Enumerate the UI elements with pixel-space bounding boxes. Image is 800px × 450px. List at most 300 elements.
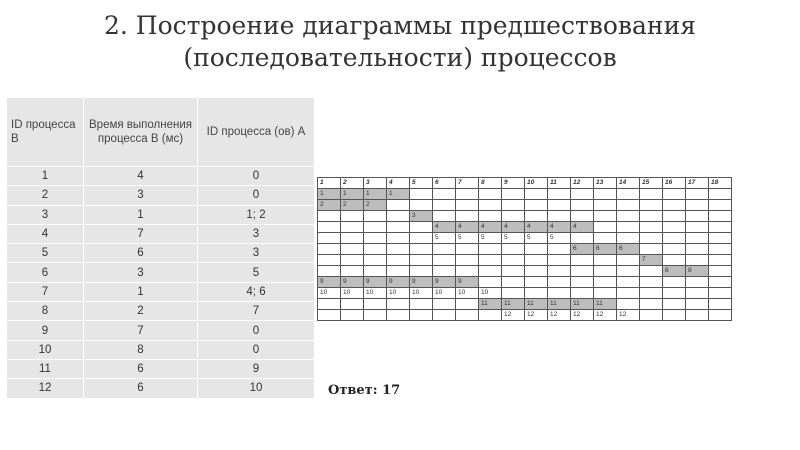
process-slot: 8 xyxy=(686,266,709,277)
empty-slot xyxy=(709,233,732,244)
empty-slot xyxy=(686,288,709,299)
empty-slot xyxy=(686,211,709,222)
empty-slot xyxy=(364,222,387,233)
process-slot: 4 xyxy=(548,222,571,233)
process-slot: 5 xyxy=(456,233,479,244)
empty-slot xyxy=(548,244,571,255)
process-timeline-row xyxy=(318,255,732,266)
empty-slot xyxy=(640,233,663,244)
header-execution-time: Время выполнения процесса B (мс) xyxy=(84,98,198,167)
empty-slot xyxy=(387,222,410,233)
empty-slot xyxy=(548,211,571,222)
empty-slot xyxy=(617,277,640,288)
table-row xyxy=(7,244,315,263)
empty-slot xyxy=(663,244,686,255)
cell-process-b-id: 1 xyxy=(7,167,84,186)
empty-slot xyxy=(525,288,548,299)
empty-slot xyxy=(318,233,341,244)
cell-process-b-id: 5 xyxy=(7,244,84,263)
process-table xyxy=(7,98,315,398)
empty-slot xyxy=(617,211,640,222)
empty-slot xyxy=(571,233,594,244)
empty-slot xyxy=(548,189,571,200)
table-row xyxy=(7,302,315,321)
empty-slot xyxy=(548,277,571,288)
empty-slot xyxy=(456,200,479,211)
empty-slot xyxy=(318,244,341,255)
empty-slot xyxy=(640,288,663,299)
empty-slot xyxy=(433,200,456,211)
process-slot: 1 xyxy=(387,189,410,200)
empty-slot xyxy=(709,222,732,233)
process-slot: 7 xyxy=(640,255,663,266)
cell-execution-time: 3 xyxy=(84,263,198,282)
empty-slot xyxy=(709,255,732,266)
empty-slot xyxy=(617,255,640,266)
empty-slot xyxy=(663,255,686,266)
process-slot: 11 xyxy=(479,299,502,310)
empty-slot xyxy=(709,244,732,255)
empty-slot xyxy=(341,255,364,266)
empty-slot xyxy=(548,200,571,211)
cell-process-a-ids: 7 xyxy=(198,302,315,321)
process-slot: 2 xyxy=(341,200,364,211)
process-slot: 4 xyxy=(456,222,479,233)
empty-slot xyxy=(686,189,709,200)
empty-slot xyxy=(640,266,663,277)
cell-process-b-id: 7 xyxy=(7,282,84,301)
empty-slot xyxy=(387,244,410,255)
empty-slot xyxy=(387,211,410,222)
empty-slot xyxy=(364,233,387,244)
time-slot-label: 16 xyxy=(663,178,686,189)
process-slot: 10 xyxy=(364,288,387,299)
time-slot-label: 4 xyxy=(387,178,410,189)
cell-process-b-id: 3 xyxy=(7,205,84,224)
empty-slot xyxy=(479,211,502,222)
empty-slot xyxy=(594,211,617,222)
process-slot: 4 xyxy=(525,222,548,233)
empty-slot xyxy=(663,310,686,321)
empty-slot xyxy=(617,189,640,200)
time-slot-label: 3 xyxy=(364,178,387,189)
cell-process-a-ids: 5 xyxy=(198,263,315,282)
time-slot-label: 1 xyxy=(318,178,341,189)
cell-process-b-id: 4 xyxy=(7,224,84,243)
cell-execution-time: 2 xyxy=(84,302,198,321)
empty-slot xyxy=(387,233,410,244)
empty-slot xyxy=(548,288,571,299)
empty-slot xyxy=(663,299,686,310)
time-slot-label: 14 xyxy=(617,178,640,189)
time-slot-label: 9 xyxy=(502,178,525,189)
time-slot-label: 13 xyxy=(594,178,617,189)
process-table-body xyxy=(7,167,315,398)
empty-slot xyxy=(709,189,732,200)
empty-slot xyxy=(479,255,502,266)
empty-slot xyxy=(456,255,479,266)
empty-slot xyxy=(686,222,709,233)
empty-slot xyxy=(341,310,364,321)
process-slot: 9 xyxy=(433,277,456,288)
empty-slot xyxy=(502,189,525,200)
table-row xyxy=(7,186,315,205)
empty-slot xyxy=(364,266,387,277)
empty-slot xyxy=(318,310,341,321)
empty-slot xyxy=(594,222,617,233)
empty-slot xyxy=(433,189,456,200)
empty-slot xyxy=(341,222,364,233)
empty-slot xyxy=(502,211,525,222)
empty-slot xyxy=(686,200,709,211)
empty-slot xyxy=(686,299,709,310)
process-slot: 9 xyxy=(318,277,341,288)
process-slot: 9 xyxy=(364,277,387,288)
cell-process-b-id: 2 xyxy=(7,186,84,205)
process-timeline-row xyxy=(318,288,732,299)
process-slot: 1 xyxy=(318,189,341,200)
process-slot: 11 xyxy=(594,299,617,310)
empty-slot xyxy=(663,288,686,299)
empty-slot xyxy=(433,299,456,310)
empty-slot xyxy=(341,233,364,244)
process-slot: 5 xyxy=(433,233,456,244)
cell-process-b-id: 6 xyxy=(7,263,84,282)
empty-slot xyxy=(479,200,502,211)
cell-process-b-id: 9 xyxy=(7,321,84,340)
precedence-diagram-body xyxy=(318,178,732,321)
empty-slot xyxy=(479,244,502,255)
process-timeline-row xyxy=(318,244,732,255)
process-slot: 4 xyxy=(502,222,525,233)
empty-slot xyxy=(571,211,594,222)
process-slot: 10 xyxy=(433,288,456,299)
header-process-b-id: ID процесса B xyxy=(7,98,84,167)
empty-slot xyxy=(479,266,502,277)
time-slot-label: 11 xyxy=(548,178,571,189)
empty-slot xyxy=(364,211,387,222)
empty-slot xyxy=(709,310,732,321)
process-timeline-row xyxy=(318,211,732,222)
cell-process-a-ids: 3 xyxy=(198,244,315,263)
page-title-line-2: (последовательности) процессов xyxy=(183,43,617,72)
process-slot: 10 xyxy=(479,288,502,299)
empty-slot xyxy=(617,299,640,310)
process-slot: 3 xyxy=(410,211,433,222)
empty-slot xyxy=(686,244,709,255)
process-slot: 9 xyxy=(387,277,410,288)
empty-slot xyxy=(571,288,594,299)
time-axis-row xyxy=(318,178,732,189)
empty-slot xyxy=(525,266,548,277)
empty-slot xyxy=(525,244,548,255)
cell-process-a-ids: 0 xyxy=(198,186,315,205)
empty-slot xyxy=(410,266,433,277)
empty-slot xyxy=(479,277,502,288)
process-slot: 12 xyxy=(594,310,617,321)
empty-slot xyxy=(318,266,341,277)
empty-slot xyxy=(709,200,732,211)
cell-execution-time: 8 xyxy=(84,340,198,359)
empty-slot xyxy=(318,299,341,310)
empty-slot xyxy=(617,200,640,211)
empty-slot xyxy=(571,266,594,277)
empty-slot xyxy=(640,299,663,310)
empty-slot xyxy=(663,277,686,288)
cell-execution-time: 6 xyxy=(84,359,198,378)
process-slot: 10 xyxy=(318,288,341,299)
cell-process-b-id: 12 xyxy=(7,379,84,398)
empty-slot xyxy=(410,310,433,321)
empty-slot xyxy=(640,277,663,288)
empty-slot xyxy=(709,266,732,277)
process-slot: 5 xyxy=(502,233,525,244)
empty-slot xyxy=(387,255,410,266)
empty-slot xyxy=(709,299,732,310)
process-timeline-row xyxy=(318,310,732,321)
process-timeline-row xyxy=(318,222,732,233)
empty-slot xyxy=(617,266,640,277)
cell-process-a-ids: 4; 6 xyxy=(198,282,315,301)
table-row xyxy=(7,167,315,186)
cell-execution-time: 6 xyxy=(84,244,198,263)
empty-slot xyxy=(686,277,709,288)
process-slot: 9 xyxy=(341,277,364,288)
empty-slot xyxy=(410,255,433,266)
empty-slot xyxy=(571,277,594,288)
process-slot: 11 xyxy=(502,299,525,310)
cell-process-a-ids: 1; 2 xyxy=(198,205,315,224)
table-row xyxy=(7,282,315,301)
empty-slot xyxy=(410,299,433,310)
empty-slot xyxy=(640,310,663,321)
empty-slot xyxy=(364,310,387,321)
empty-slot xyxy=(456,310,479,321)
table-row xyxy=(7,379,315,398)
table-row xyxy=(7,224,315,243)
process-slot: 11 xyxy=(548,299,571,310)
cell-execution-time: 4 xyxy=(84,167,198,186)
cell-process-a-ids: 0 xyxy=(198,321,315,340)
time-slot-label: 8 xyxy=(479,178,502,189)
empty-slot xyxy=(571,200,594,211)
cell-execution-time: 7 xyxy=(84,321,198,340)
empty-slot xyxy=(341,266,364,277)
empty-slot xyxy=(318,255,341,266)
empty-slot xyxy=(594,200,617,211)
process-slot: 10 xyxy=(410,288,433,299)
empty-slot xyxy=(663,189,686,200)
page-title-line-1: 2. Построение диаграммы предшествования xyxy=(103,11,697,40)
empty-slot xyxy=(502,200,525,211)
process-slot: 4 xyxy=(571,222,594,233)
cell-process-a-ids: 0 xyxy=(198,167,315,186)
empty-slot xyxy=(594,255,617,266)
answer-text: Ответ: 17 xyxy=(328,383,401,398)
time-slot-label: 5 xyxy=(410,178,433,189)
empty-slot xyxy=(640,211,663,222)
empty-slot xyxy=(364,255,387,266)
process-timeline-row xyxy=(318,277,732,288)
empty-slot xyxy=(456,266,479,277)
cell-process-b-id: 10 xyxy=(7,340,84,359)
process-slot: 5 xyxy=(548,233,571,244)
time-slot-label: 10 xyxy=(525,178,548,189)
process-slot: 10 xyxy=(341,288,364,299)
process-slot: 6 xyxy=(571,244,594,255)
process-slot: 11 xyxy=(525,299,548,310)
empty-slot xyxy=(617,233,640,244)
empty-slot xyxy=(594,266,617,277)
empty-slot xyxy=(456,299,479,310)
empty-slot xyxy=(594,189,617,200)
cell-process-a-ids: 10 xyxy=(198,379,315,398)
empty-slot xyxy=(663,211,686,222)
empty-slot xyxy=(617,288,640,299)
empty-slot xyxy=(456,189,479,200)
cell-execution-time: 7 xyxy=(84,224,198,243)
empty-slot xyxy=(410,244,433,255)
process-slot: 12 xyxy=(502,310,525,321)
process-slot: 6 xyxy=(617,244,640,255)
empty-slot xyxy=(387,310,410,321)
empty-slot xyxy=(364,244,387,255)
empty-slot xyxy=(502,266,525,277)
empty-slot xyxy=(433,244,456,255)
empty-slot xyxy=(433,255,456,266)
process-slot: 5 xyxy=(525,233,548,244)
empty-slot xyxy=(479,189,502,200)
empty-slot xyxy=(663,233,686,244)
process-timeline-row xyxy=(318,299,732,310)
process-slot: 2 xyxy=(364,200,387,211)
time-slot-label: 6 xyxy=(433,178,456,189)
empty-slot xyxy=(709,288,732,299)
empty-slot xyxy=(709,211,732,222)
process-slot: 12 xyxy=(525,310,548,321)
empty-slot xyxy=(686,233,709,244)
cell-process-a-ids: 0 xyxy=(198,340,315,359)
empty-slot xyxy=(525,211,548,222)
empty-slot xyxy=(341,244,364,255)
cell-execution-time: 3 xyxy=(84,186,198,205)
process-slot: 12 xyxy=(617,310,640,321)
time-slot-label: 7 xyxy=(456,178,479,189)
process-slot: 1 xyxy=(364,189,387,200)
empty-slot xyxy=(525,255,548,266)
process-slot: 6 xyxy=(594,244,617,255)
empty-slot xyxy=(387,266,410,277)
empty-slot xyxy=(686,310,709,321)
process-slot: 12 xyxy=(571,310,594,321)
process-slot: 10 xyxy=(456,288,479,299)
time-slot-label: 18 xyxy=(709,178,732,189)
empty-slot xyxy=(341,211,364,222)
process-slot: 1 xyxy=(341,189,364,200)
cell-process-b-id: 8 xyxy=(7,302,84,321)
table-row xyxy=(7,205,315,224)
empty-slot xyxy=(502,277,525,288)
cell-process-b-id: 11 xyxy=(7,359,84,378)
empty-slot xyxy=(433,310,456,321)
process-slot: 9 xyxy=(410,277,433,288)
empty-slot xyxy=(640,222,663,233)
empty-slot xyxy=(433,266,456,277)
empty-slot xyxy=(525,277,548,288)
precedence-diagram xyxy=(317,177,732,321)
empty-slot xyxy=(640,200,663,211)
cell-process-a-ids: 9 xyxy=(198,359,315,378)
empty-slot xyxy=(502,244,525,255)
empty-slot xyxy=(410,222,433,233)
time-slot-label: 15 xyxy=(640,178,663,189)
process-timeline-row xyxy=(318,189,732,200)
empty-slot xyxy=(410,189,433,200)
empty-slot xyxy=(456,211,479,222)
process-slot: 2 xyxy=(318,200,341,211)
empty-slot xyxy=(617,222,640,233)
time-slot-label: 2 xyxy=(341,178,364,189)
time-slot-label: 17 xyxy=(686,178,709,189)
empty-slot xyxy=(433,211,456,222)
process-timeline-row xyxy=(318,266,732,277)
time-slot-label: 12 xyxy=(571,178,594,189)
cell-execution-time: 1 xyxy=(84,205,198,224)
empty-slot xyxy=(571,255,594,266)
table-row xyxy=(7,263,315,282)
empty-slot xyxy=(663,200,686,211)
empty-slot xyxy=(456,244,479,255)
process-timeline-row xyxy=(318,200,732,211)
empty-slot xyxy=(525,189,548,200)
table-row xyxy=(7,340,315,359)
process-slot: 5 xyxy=(479,233,502,244)
cell-process-a-ids: 3 xyxy=(198,224,315,243)
empty-slot xyxy=(318,222,341,233)
table-row xyxy=(7,359,315,378)
process-slot: 4 xyxy=(479,222,502,233)
process-table-header xyxy=(7,98,315,167)
empty-slot xyxy=(548,255,571,266)
process-slot: 4 xyxy=(433,222,456,233)
empty-slot xyxy=(502,255,525,266)
table-row xyxy=(7,321,315,340)
cell-execution-time: 1 xyxy=(84,282,198,301)
process-timeline-row xyxy=(318,233,732,244)
process-slot: 11 xyxy=(571,299,594,310)
empty-slot xyxy=(341,299,364,310)
empty-slot xyxy=(548,266,571,277)
empty-slot xyxy=(479,310,502,321)
empty-slot xyxy=(502,288,525,299)
empty-slot xyxy=(663,222,686,233)
empty-slot xyxy=(525,200,548,211)
empty-slot xyxy=(387,299,410,310)
page-title xyxy=(0,10,800,74)
empty-slot xyxy=(364,299,387,310)
empty-slot xyxy=(594,288,617,299)
process-slot: 8 xyxy=(663,266,686,277)
process-slot: 9 xyxy=(456,277,479,288)
empty-slot xyxy=(594,277,617,288)
header-process-a-ids: ID процесса (ов) A xyxy=(198,98,315,167)
process-slot: 10 xyxy=(387,288,410,299)
empty-slot xyxy=(709,277,732,288)
empty-slot xyxy=(594,233,617,244)
process-slot: 12 xyxy=(548,310,571,321)
empty-slot xyxy=(318,211,341,222)
cell-execution-time: 6 xyxy=(84,379,198,398)
